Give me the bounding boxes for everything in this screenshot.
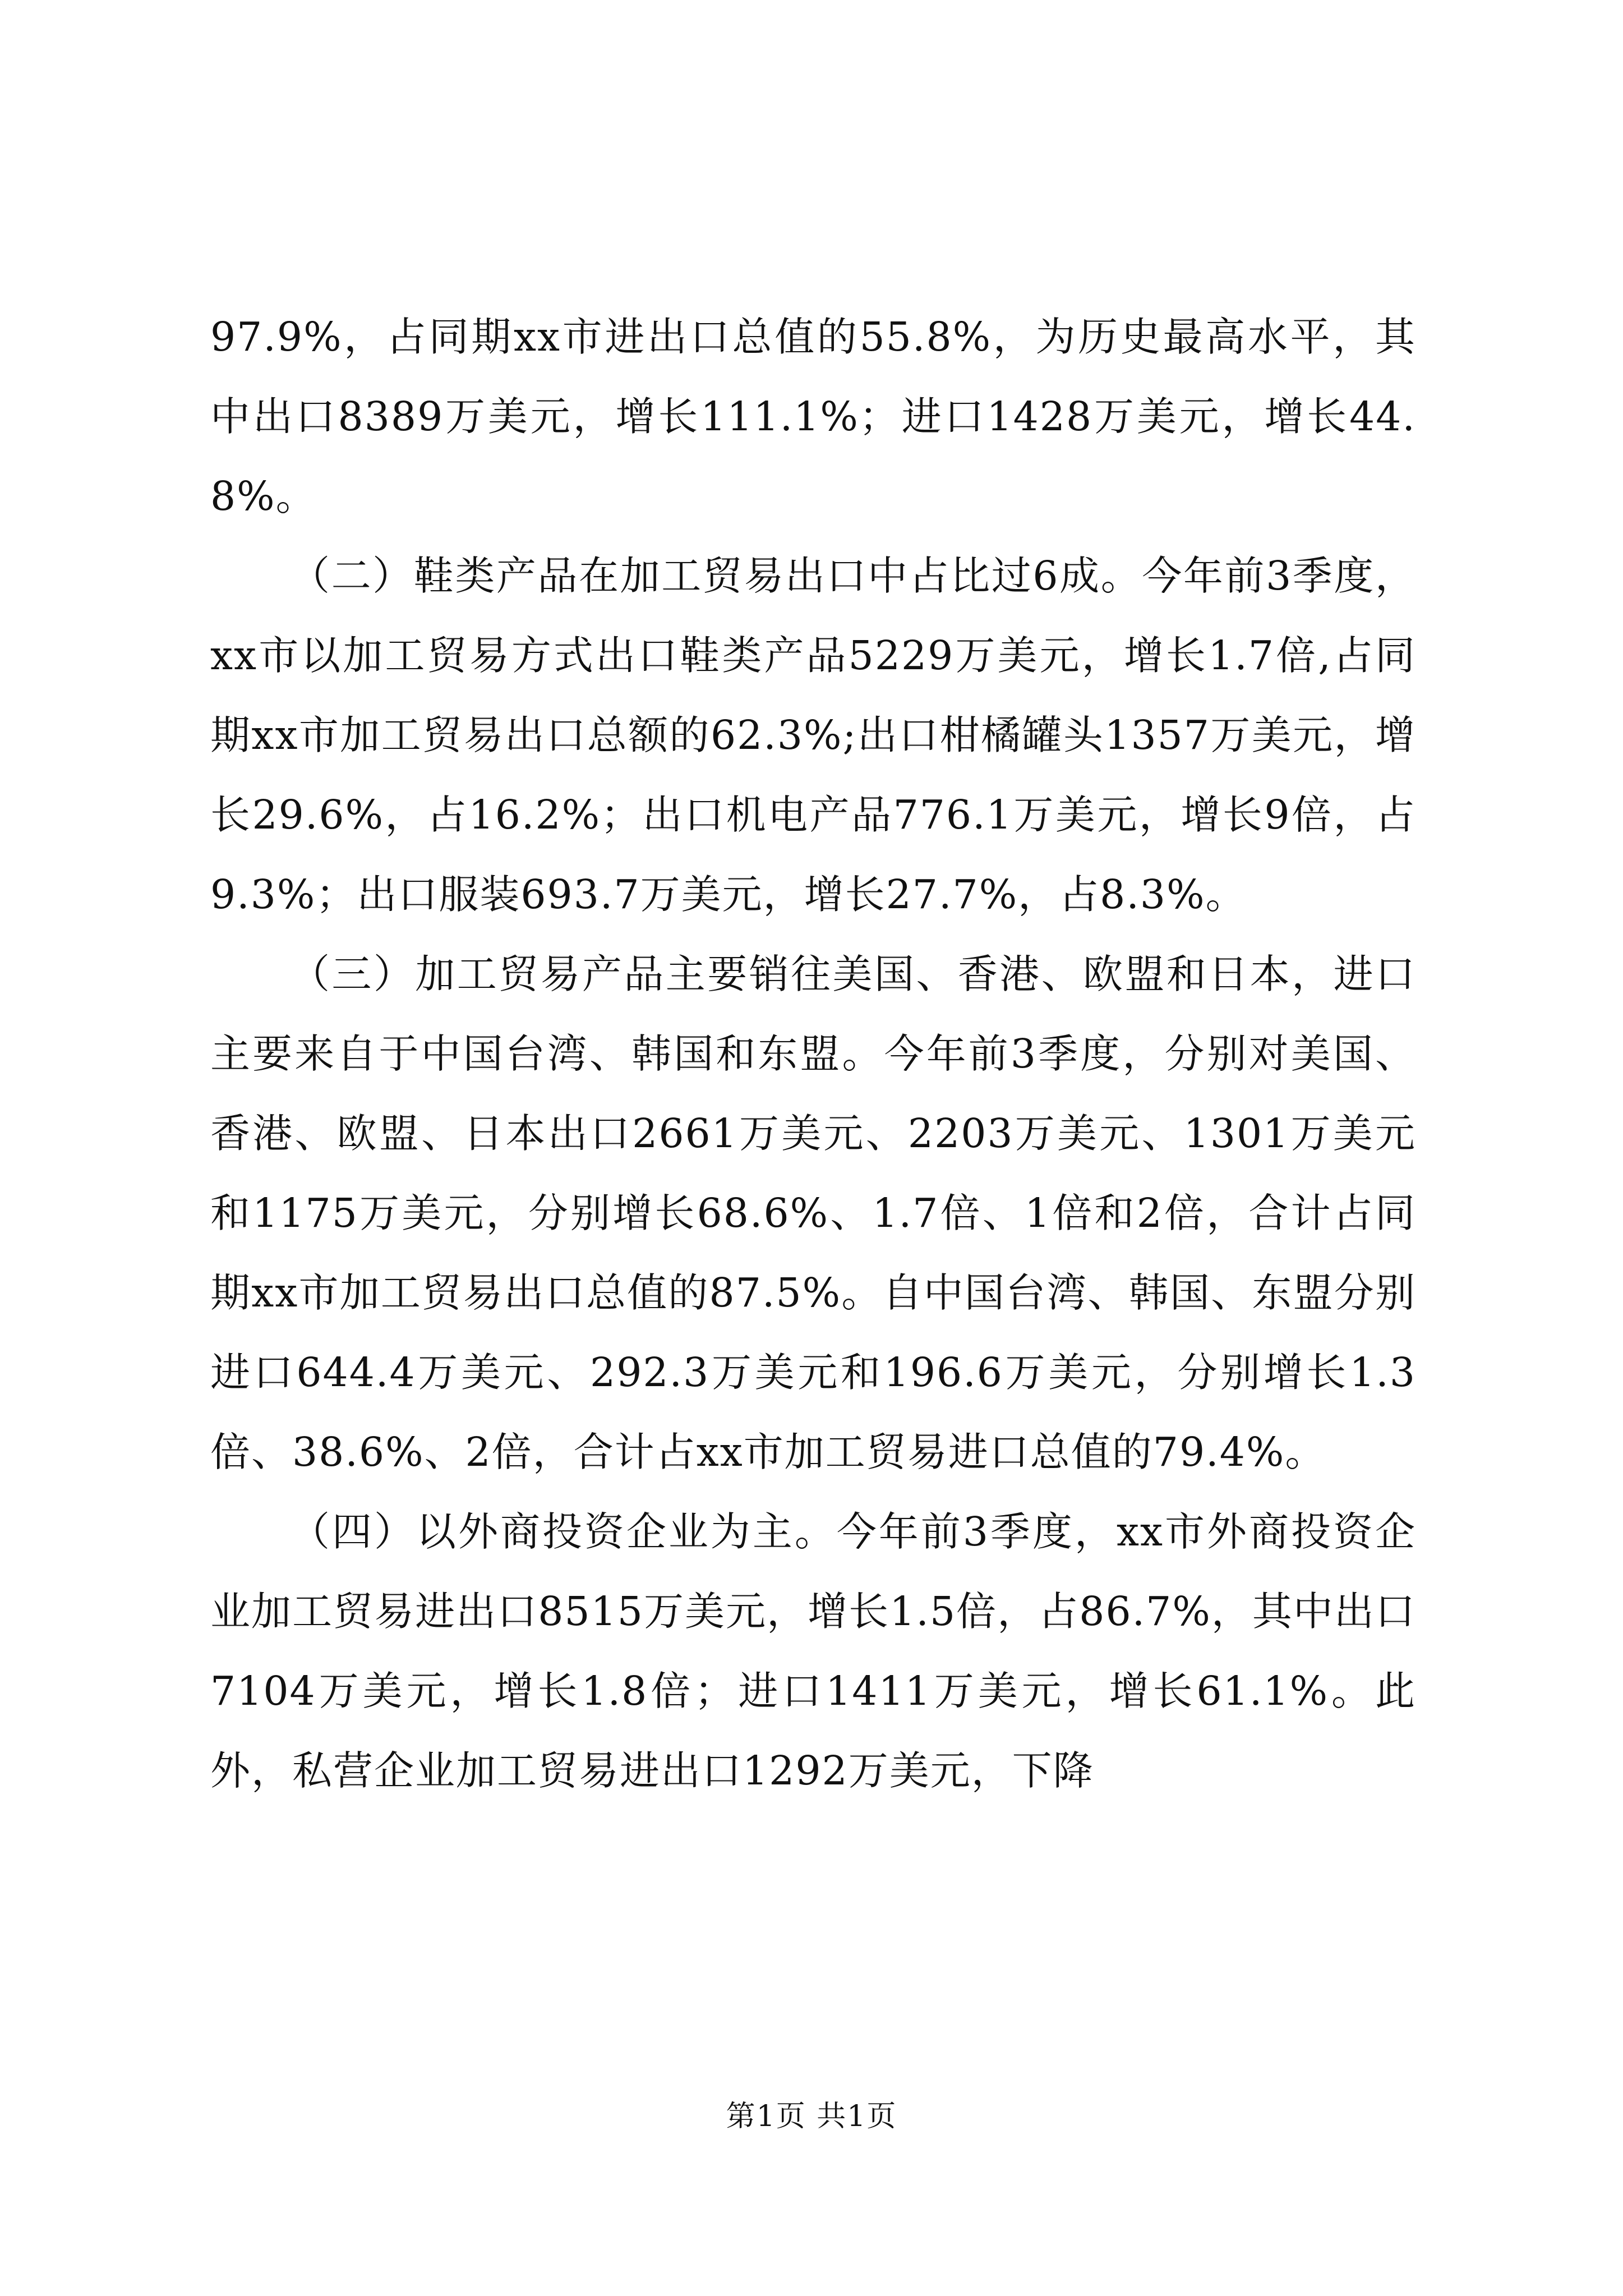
paragraph-1: 97.9%，占同期xx市进出口总值的55.8%，为历史最高水平，其中出口8389万美元，增长111.1%；进口1428万美元，增长44.8%。 [210, 314, 1416, 519]
paragraph-4: （四）以外商投资企业为主。今年前3季度，xx市外商投资企业加工贸易进出口8515万美元，增长1.5倍，占86.7%，其中出口7104万美元，增长1.8倍；进口1411万美元，增长61.1%。此外，私营企业加工贸易进出口1292万美元，下降 [210, 1508, 1416, 1794]
page-number-footer: 第1页 共1页 [726, 2100, 897, 2133]
paragraph-2: （二）鞋类产品在加工贸易出口中占比过6成。今年前3季度，xx市以加工贸易方式出口鞋类产品5229万美元，增长1.7倍,占同期xx市加工贸易出口总额的62.3%;出口柑橘罐头1357万美元，增长29.6%，占16.2%；出口机电产品776.1万美元，增长9倍，占9.3%；出口服装693.7万美元，增长27.7%，占8.3%。 [210, 553, 1416, 918]
document-body [210, 297, 1416, 1811]
paragraph-3: （三）加工贸易产品主要销往美国、香港、欧盟和日本，进口主要来自于中国台湾、韩国和东盟。今年前3季度，分别对美国、香港、欧盟、日本出口2661万美元、2203万美元、1301万美元和1175万美元，分别增长68.6%、1.7倍、1倍和2倍，合计占同期xx市加工贸易出口总值的87.5%。自中国台湾、韩国、东盟分别进口644.4万美元、292.3万美元和196.6万美元，分别增长1.3倍、38.6%、2倍，合计占xx市加工贸易进口总值的79.4%。 [210, 951, 1416, 1475]
